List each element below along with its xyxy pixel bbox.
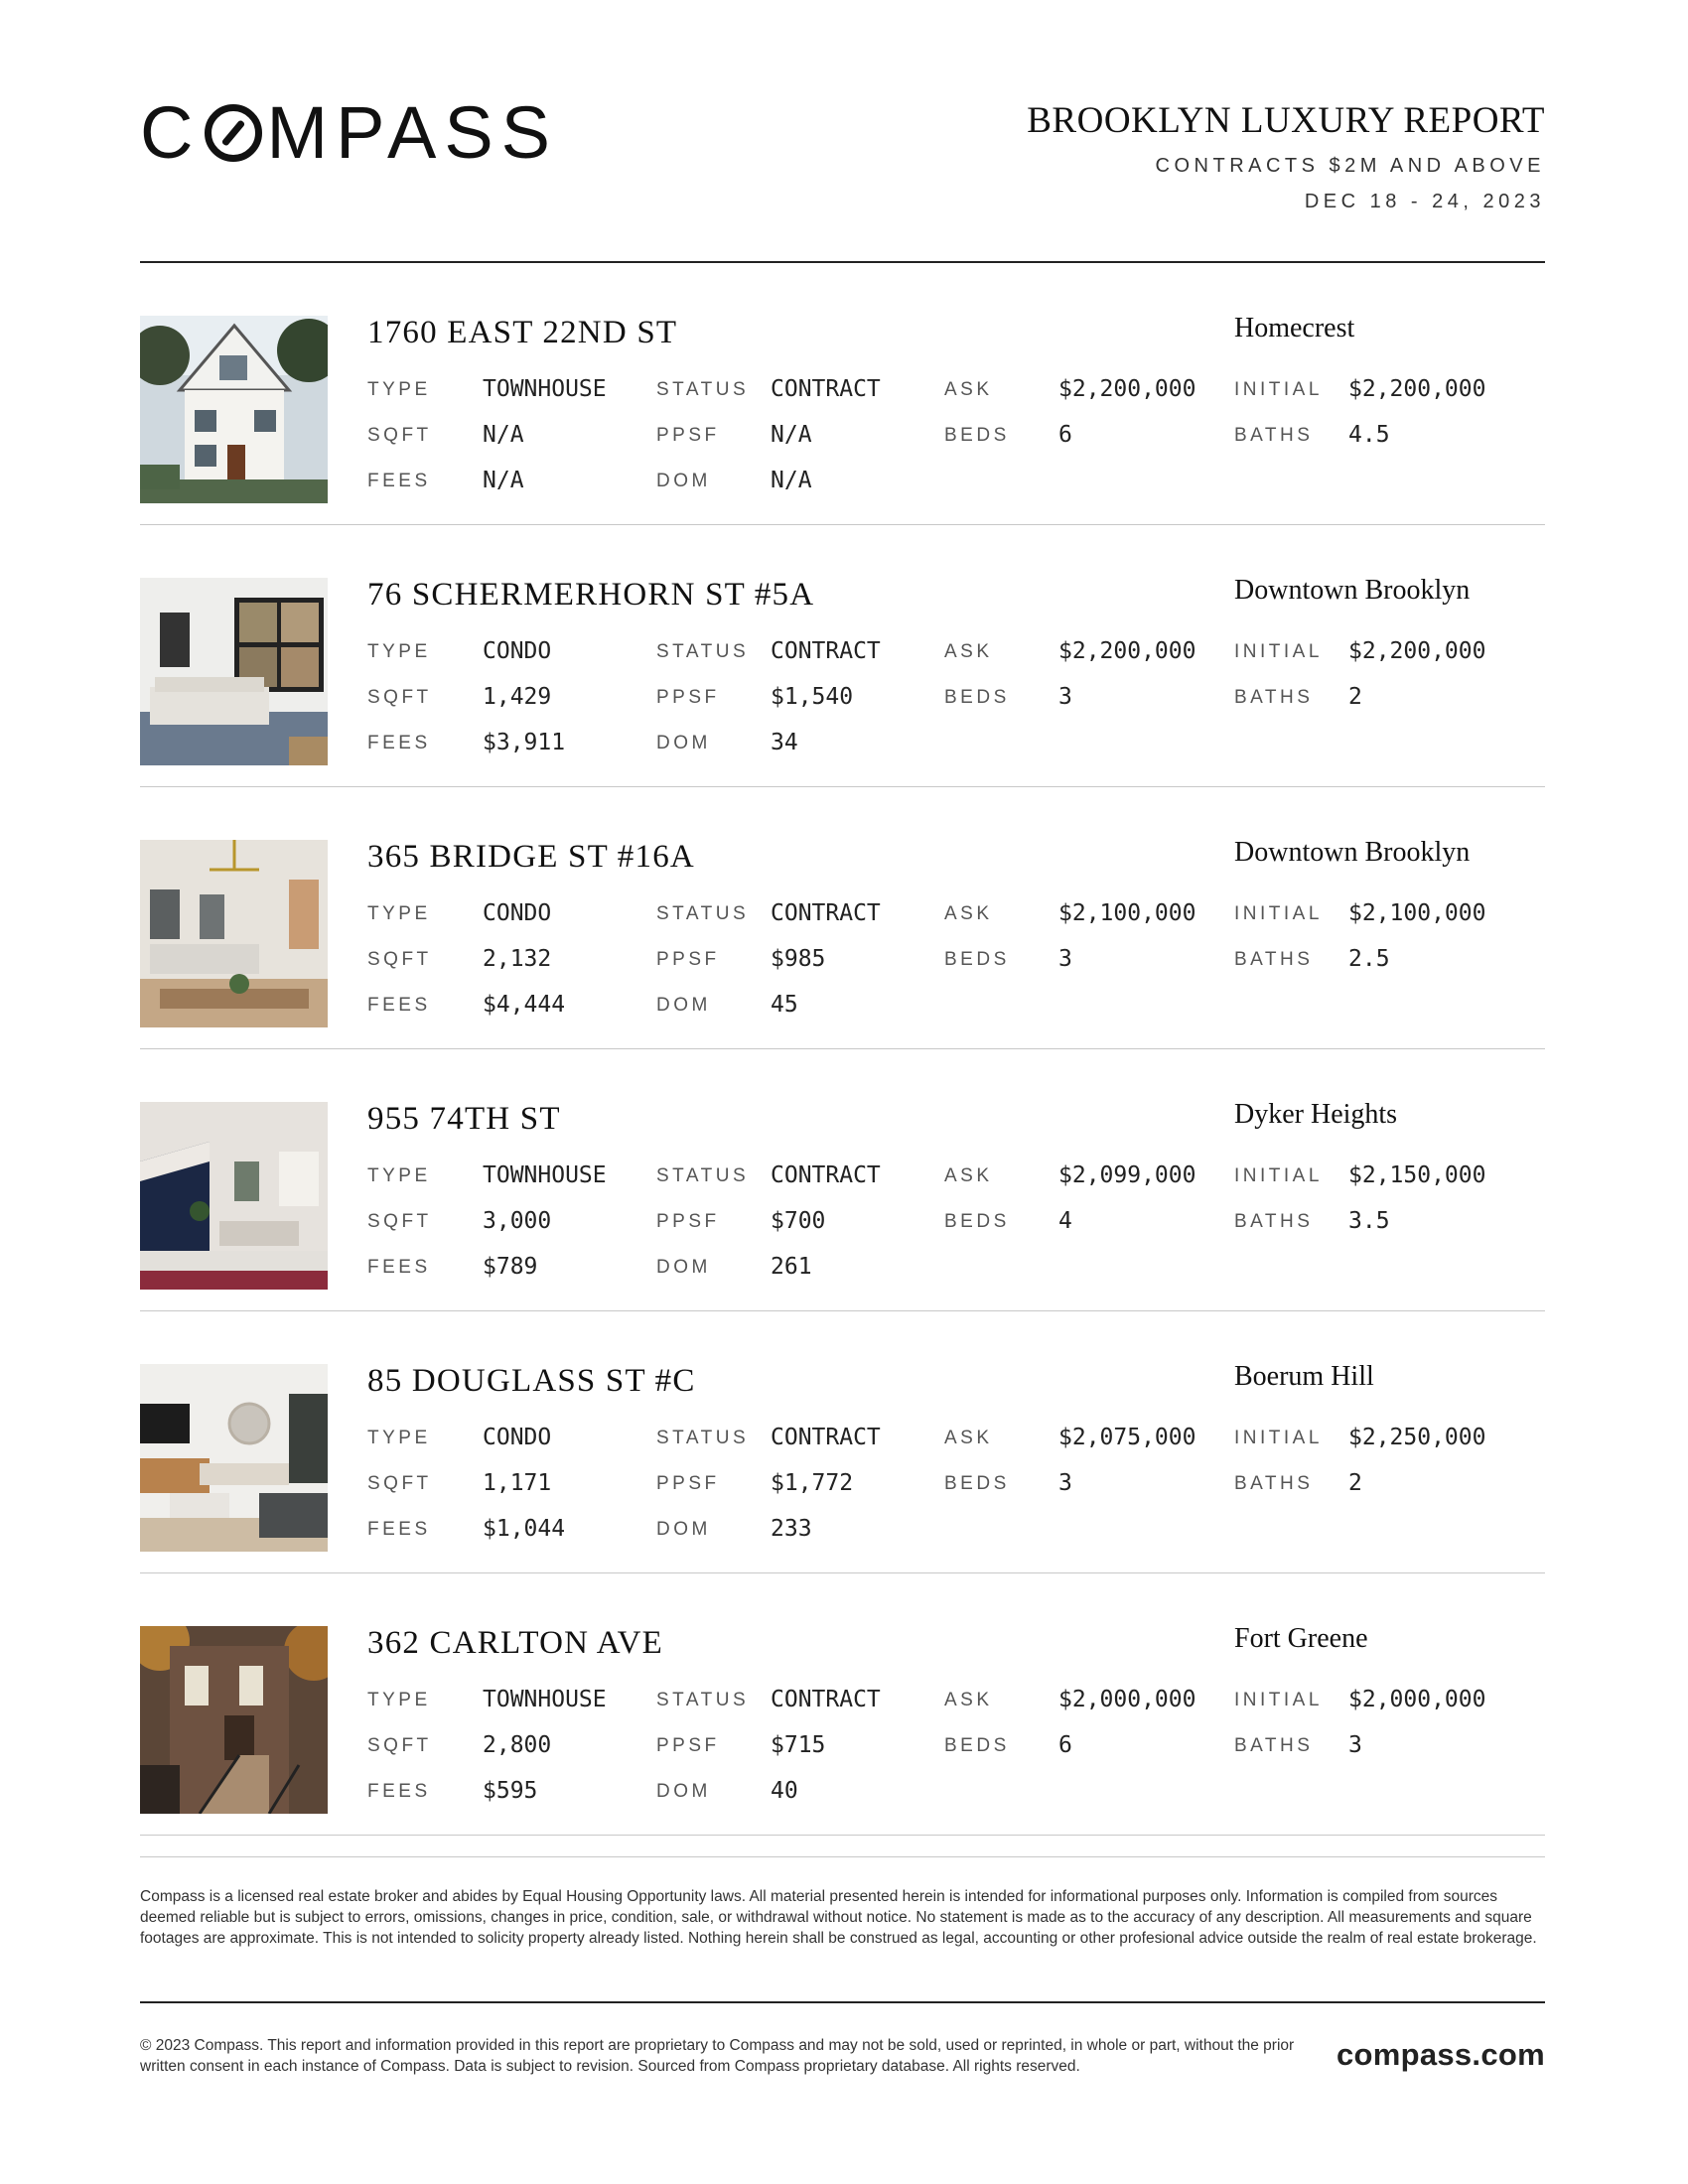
value-status: CONTRACT [771,376,881,402]
value-status: CONTRACT [771,1687,881,1712]
value-sqft: 2,800 [483,1732,552,1758]
listing-photo [140,316,328,503]
value-ppsf: $1,772 [771,1470,854,1496]
label-beds: BEDS [944,425,1010,446]
listing-neighborhood: Dyker Heights [1234,1099,1398,1130]
label-ask: ASK [944,1428,993,1448]
listing-row [140,787,1545,1049]
value-beds: 6 [1058,422,1072,448]
value-beds: 6 [1058,1732,1072,1758]
label-ppsf: PPSF [656,1735,720,1756]
value-status: CONTRACT [771,1162,881,1188]
label-ppsf: PPSF [656,1211,720,1232]
value-baths: 4.5 [1348,422,1390,448]
value-fees: $1,044 [483,1516,566,1542]
value-fees: $595 [483,1778,538,1804]
footer-divider-top [140,1856,1545,1857]
disclaimer-text: Compass is a licensed real estate broker and abides by Equal Housing Opportunity laws. All material presented herein is intended for informational purposes only. Information is compiled from sources deemed reliable but is subject to errors, omissions, changes in price, condition, sale, or withdrawal without notice. No statement is made as to the accuracy of any description. All measurements and square footages are approximate. This is not intended to solicity property already listed. Nothing herein shall be construed as legal, accounting or other profesional advice outside the realm of real estate brokerage. [140,1888,1537,1947]
value-fees: $4,444 [483,992,566,1018]
listing-address: 85 DOUGLASS ST #C [367,1363,696,1399]
listing-neighborhood: Downtown Brooklyn [1234,575,1471,606]
label-fees: FEES [367,1257,431,1278]
report-page [140,0,1545,2184]
label-fees: FEES [367,995,431,1016]
compass-logo: C MPASS [140,91,559,174]
label-beds: BEDS [944,1735,1010,1756]
value-ppsf: $715 [771,1732,826,1758]
listing-photo [140,1102,328,1290]
label-dom: DOM [656,1257,711,1278]
value-initial: $2,250,000 [1348,1425,1486,1450]
report-date-range: DEC 18 - 24, 2023 [1304,191,1545,212]
value-baths: 2 [1348,684,1362,710]
value-initial: $2,100,000 [1348,900,1486,926]
label-type: TYPE [367,379,431,400]
label-dom: DOM [656,1781,711,1802]
label-ask: ASK [944,1165,993,1186]
label-ppsf: PPSF [656,425,720,446]
label-fees: FEES [367,1781,431,1802]
value-sqft: 1,171 [483,1470,552,1496]
label-baths: BATHS [1234,1735,1314,1756]
value-ppsf: N/A [771,422,812,448]
label-fees: FEES [367,733,431,753]
value-beds: 3 [1058,1470,1072,1496]
value-initial: $2,000,000 [1348,1687,1486,1712]
listing-row [140,1311,1545,1573]
label-fees: FEES [367,1519,431,1540]
label-beds: BEDS [944,949,1010,970]
value-ask: $2,099,000 [1058,1162,1196,1188]
value-type: CONDO [483,1425,552,1450]
listing-address: 76 SCHERMERHORN ST #5A [367,577,815,613]
value-dom: 233 [771,1516,812,1542]
listing-address: 362 CARLTON AVE [367,1625,663,1661]
label-ppsf: PPSF [656,1473,720,1494]
value-sqft: 3,000 [483,1208,552,1234]
label-status: STATUS [656,1428,750,1448]
value-type: CONDO [483,900,552,926]
label-status: STATUS [656,1690,750,1710]
value-status: CONTRACT [771,638,881,664]
label-dom: DOM [656,995,711,1016]
value-status: CONTRACT [771,1425,881,1450]
label-type: TYPE [367,641,431,662]
footer-divider-bottom [140,2001,1545,2003]
listing-row [140,1573,1545,1836]
value-type: TOWNHOUSE [483,1687,607,1712]
value-ppsf: $700 [771,1208,826,1234]
listing-row [140,525,1545,787]
label-sqft: SQFT [367,1211,432,1232]
value-initial: $2,200,000 [1348,638,1486,664]
label-status: STATUS [656,903,750,924]
listing-address: 1760 EAST 22ND ST [367,315,678,350]
label-status: STATUS [656,1165,750,1186]
listing-neighborhood: Downtown Brooklyn [1234,837,1471,868]
label-ask: ASK [944,379,993,400]
label-ask: ASK [944,1690,993,1710]
value-beds: 4 [1058,1208,1072,1234]
value-type: TOWNHOUSE [483,376,607,402]
label-sqft: SQFT [367,687,432,708]
report-title: BROOKLYN LUXURY REPORT [1027,100,1545,141]
label-type: TYPE [367,1428,431,1448]
label-sqft: SQFT [367,425,432,446]
listing-neighborhood: Boerum Hill [1234,1361,1374,1392]
label-baths: BATHS [1234,687,1314,708]
listing-photo [140,578,328,765]
label-beds: BEDS [944,1473,1010,1494]
value-baths: 3 [1348,1732,1362,1758]
label-initial: INITIAL [1234,641,1323,662]
label-fees: FEES [367,471,431,491]
label-ppsf: PPSF [656,949,720,970]
label-beds: BEDS [944,1211,1010,1232]
listing-neighborhood: Homecrest [1234,313,1355,343]
label-type: TYPE [367,903,431,924]
label-sqft: SQFT [367,1473,432,1494]
value-beds: 3 [1058,946,1072,972]
value-beds: 3 [1058,684,1072,710]
label-baths: BATHS [1234,425,1314,446]
compass-o-icon [205,104,262,162]
listing-neighborhood: Fort Greene [1234,1623,1368,1654]
label-baths: BATHS [1234,949,1314,970]
value-dom: N/A [771,468,812,493]
value-sqft: 2,132 [483,946,552,972]
value-dom: 45 [771,992,798,1018]
value-ask: $2,075,000 [1058,1425,1196,1450]
value-sqft: N/A [483,422,524,448]
value-ppsf: $1,540 [771,684,854,710]
label-ask: ASK [944,641,993,662]
value-dom: 261 [771,1254,812,1280]
value-initial: $2,200,000 [1348,376,1486,402]
value-baths: 2.5 [1348,946,1390,972]
listing-address: 365 BRIDGE ST #16A [367,839,695,875]
report-subtitle: CONTRACTS $2M AND ABOVE [1155,155,1545,177]
label-initial: INITIAL [1234,903,1323,924]
label-initial: INITIAL [1234,379,1323,400]
listing-row [140,1049,1545,1311]
label-initial: INITIAL [1234,1690,1323,1710]
value-dom: 40 [771,1778,798,1804]
label-status: STATUS [656,379,750,400]
label-dom: DOM [656,1519,711,1540]
website-link[interactable]: compass.com [1336,2037,1545,2072]
label-baths: BATHS [1234,1211,1314,1232]
listing-photo [140,1364,328,1552]
label-dom: DOM [656,471,711,491]
value-baths: 3.5 [1348,1208,1390,1234]
listing-divider [140,1835,1545,1836]
value-baths: 2 [1348,1470,1362,1496]
listing-photo [140,840,328,1027]
label-ask: ASK [944,903,993,924]
listing-row [140,263,1545,525]
value-ask: $2,200,000 [1058,376,1196,402]
value-type: CONDO [483,638,552,664]
label-ppsf: PPSF [656,687,720,708]
listing-address: 955 74TH ST [367,1101,561,1137]
value-ask: $2,100,000 [1058,900,1196,926]
label-status: STATUS [656,641,750,662]
value-fees: $3,911 [483,730,566,755]
label-sqft: SQFT [367,949,432,970]
listing-photo [140,1626,328,1814]
label-initial: INITIAL [1234,1428,1323,1448]
label-type: TYPE [367,1690,431,1710]
label-baths: BATHS [1234,1473,1314,1494]
label-initial: INITIAL [1234,1165,1323,1186]
label-dom: DOM [656,733,711,753]
value-fees: $789 [483,1254,538,1280]
label-beds: BEDS [944,687,1010,708]
value-fees: N/A [483,468,524,493]
label-type: TYPE [367,1165,431,1186]
value-dom: 34 [771,730,798,755]
value-initial: $2,150,000 [1348,1162,1486,1188]
value-status: CONTRACT [771,900,881,926]
value-sqft: 1,429 [483,684,552,710]
value-ppsf: $985 [771,946,826,972]
copyright-text: © 2023 Compass. This report and information provided in this report are proprietary to Compass and may not be sold, used or reprinted, in whole or part, without the prior written consent in each instance of Compass. Data is subject to revision. Sourced from Compass proprietary database. All rights reserved. [140,2037,1295,2075]
value-ask: $2,200,000 [1058,638,1196,664]
value-ask: $2,000,000 [1058,1687,1196,1712]
value-type: TOWNHOUSE [483,1162,607,1188]
label-sqft: SQFT [367,1735,432,1756]
